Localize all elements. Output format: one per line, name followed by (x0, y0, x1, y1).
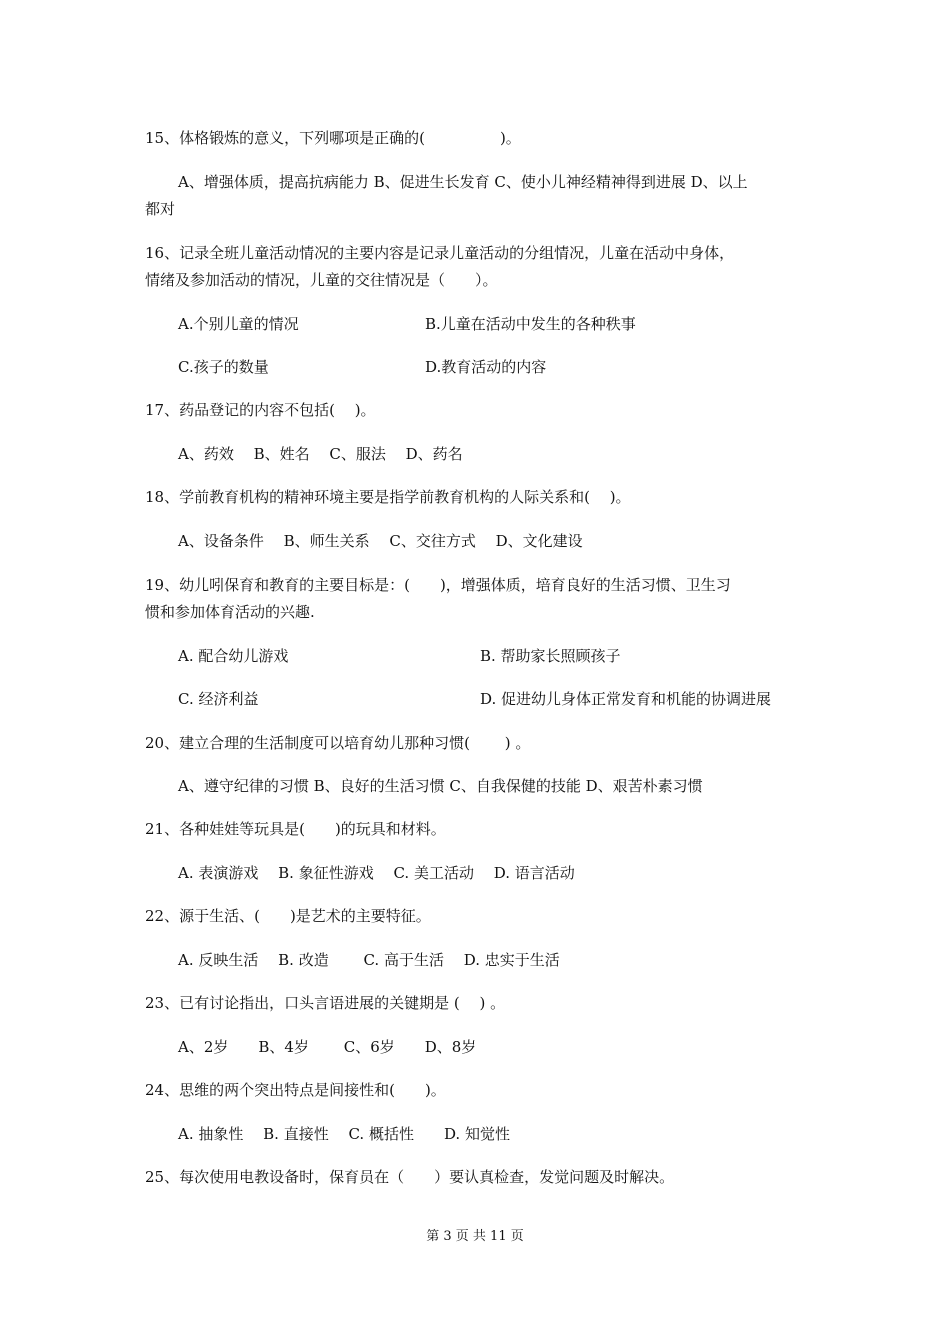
question-19-cont: 惯和参加体育活动的兴趣. (145, 603, 315, 621)
question-19-option-a: A. 配合幼儿游戏 (178, 647, 289, 665)
question-15-options-cont: 都对 (145, 200, 176, 218)
page-footer: 第 3 页 共 11 页 (426, 1229, 524, 1244)
question-16-option-c: C.孩子的数量 (178, 358, 269, 376)
question-16-option-d: D.教育活动的内容 (425, 358, 547, 376)
question-23: 23、已有讨论指出，口头言语进展的关键期是 ( ) 。 (145, 994, 506, 1012)
question-19-option-d: D. 促进幼儿身体正常发育和机能的协调进展 (480, 690, 772, 708)
question-21-options: A. 表演游戏 B. 象征性游戏 C. 美工活动 D. 语言活动 (178, 864, 575, 882)
question-19: 19、幼儿吲保育和教育的主要目标是：( )，增强体质，培育良好的生活习惯、卫生习 (145, 576, 731, 594)
question-20-options: A、遵守纪律的习惯 B、良好的生活习惯 C、自我保健的技能 D、艰苦朴素习惯 (178, 777, 703, 795)
question-18-options: A、设备条件 B、师生关系 C、交往方式 D、文化建设 (178, 532, 583, 550)
question-18: 18、学前教育机构的精神环境主要是指学前教育机构的人际关系和( )。 (145, 488, 631, 506)
question-19-option-c: C. 经济利益 (178, 690, 259, 708)
question-16-option-b: B.儿童在活动中发生的各种秩事 (425, 315, 636, 333)
question-21: 21、各种娃娃等玩具是( )的玩具和材料。 (145, 820, 446, 838)
question-16-cont: 情绪及参加活动的情况，儿童的交往情况是（ ）。 (145, 271, 498, 289)
question-16: 16、记录全班儿童活动情况的主要内容是记录儿童活动的分组情况，儿童在活动中身体， (145, 244, 735, 262)
question-24: 24、思维的两个突出特点是间接性和( )。 (145, 1081, 446, 1099)
question-17-options: A、药效 B、姓名 C、服法 D、药名 (178, 445, 463, 463)
question-15: 15、体格锻炼的意义，下列哪项是正确的( )。 (145, 129, 521, 147)
question-22-options: A. 反映生活 B. 改造 C. 高于生活 D. 忠实于生活 (178, 951, 560, 969)
question-15-options: A、增强体质，提高抗病能力 B、促进生长发育 C、使小儿神经精神得到进展 D、以上 (178, 173, 748, 191)
question-22: 22、源于生活、( )是艺术的主要特征。 (145, 907, 431, 925)
question-19-option-b: B. 帮助家长照顾孩子 (480, 647, 621, 665)
question-16-option-a: A.个别儿童的情况 (178, 315, 299, 333)
question-17: 17、药品登记的内容不包括( )。 (145, 401, 376, 419)
question-25: 25、每次使用电教设备时，保育员在（ ）要认真检查，发觉问题及时解决。 (145, 1168, 675, 1186)
question-20: 20、建立合理的生活制度可以培育幼儿那种习惯( ) 。 (145, 734, 531, 752)
question-24-options: A. 抽象性 B. 直接性 C. 概括性 D. 知觉性 (178, 1125, 510, 1143)
question-23-options: A、2岁 B、4岁 C、6岁 D、8岁 (178, 1038, 477, 1056)
